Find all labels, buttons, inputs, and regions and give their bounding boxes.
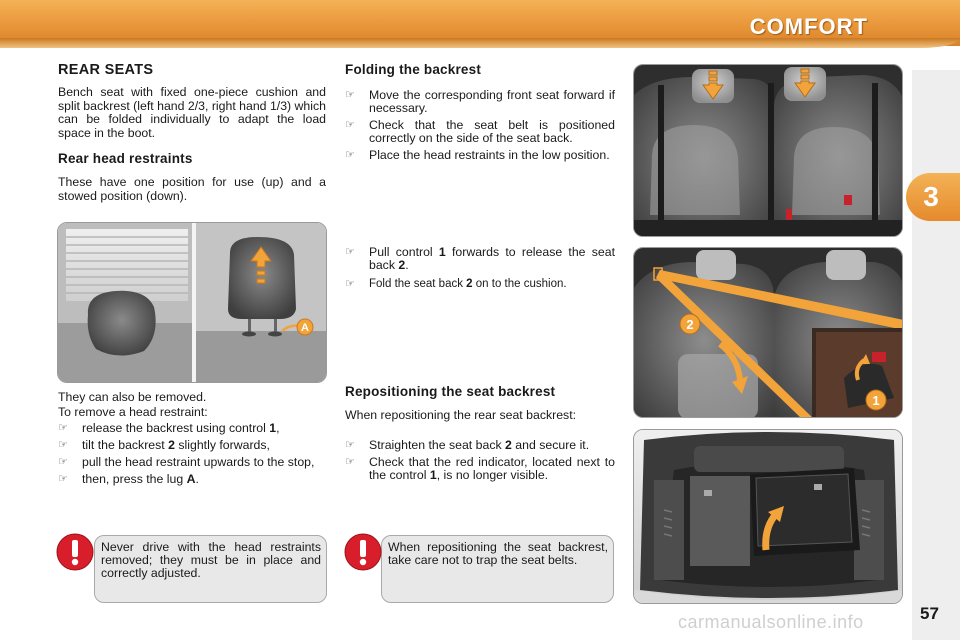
- boot-illustration: [634, 430, 903, 604]
- section-title-folding: Folding the backrest: [345, 62, 482, 77]
- section-title-rear-seats: REAR SEATS: [58, 62, 154, 78]
- list-item: ☞ Straighten the seat back 2 and secure it.: [345, 438, 590, 452]
- repositioning-steps-list: [345, 439, 615, 486]
- warning-icon: [55, 532, 95, 572]
- list-item: ☞ Move the corresponding front seat forward if necessary.: [345, 88, 615, 115]
- bullet-icon: ☞: [345, 278, 355, 290]
- head-restraint-illustration: [58, 223, 327, 383]
- label-backrest-2: 2: [686, 317, 694, 332]
- list-item: ☞ release the backrest using control 1,: [58, 421, 280, 435]
- warning-icon: [343, 532, 383, 572]
- seats-head-restraints-photo: [633, 64, 903, 237]
- list-item: ☞ Check that the seat belt is positioned correctly on the side of the seat back.: [345, 118, 615, 145]
- head-restraint-photo: [57, 222, 327, 383]
- bullet-icon: ☞: [58, 456, 68, 468]
- seats-illustration: [634, 65, 903, 237]
- list-item: ☞ Place the head restraints in the low position.: [345, 148, 610, 162]
- removable-text: They can also be removed.: [58, 390, 207, 404]
- repositioning-intro: When repositioning the rear seat backrest:: [345, 408, 577, 422]
- boot-folded-seat-photo: [633, 429, 903, 604]
- bullet-icon: ☞: [345, 246, 355, 258]
- page-title: COMFORT: [749, 14, 868, 39]
- watermark: carmanualsonline.info: [678, 612, 864, 632]
- list-item: ☞ Check that the red indicator, located next to the control 1, is no longer visible.: [345, 455, 615, 482]
- remove-instructions-intro: To remove a head restraint:: [58, 405, 208, 419]
- folding-illustration: [634, 248, 903, 418]
- page-number: 57: [920, 604, 939, 623]
- bullet-icon: ☞: [345, 119, 355, 131]
- section-title-repositioning: Repositioning the seat backrest: [345, 384, 556, 399]
- list-item: ☞ Fold the seat back 2 on to the cushion.: [345, 278, 567, 290]
- bullet-icon: ☞: [345, 89, 355, 101]
- bullet-icon: ☞: [345, 149, 355, 161]
- chapter-tab[interactable]: 3: [906, 173, 960, 221]
- head-restraints-text: These have one position for use (up) and a stowed position (down).: [58, 175, 326, 203]
- bullet-icon: ☞: [345, 439, 355, 451]
- list-item: ☞ Pull control 1 forwards to release the seat back 2.: [345, 245, 615, 272]
- bullet-icon: ☞: [345, 456, 355, 468]
- rear-seats-intro: Bench seat with fixed one-piece cushion and split backrest (left hand 2/3, right hand 1/3) which can be folded individually to adapt the load space in the boot.: [58, 85, 326, 140]
- list-item: ☞ then, press the lug A.: [58, 472, 199, 486]
- remove-steps-list: [58, 422, 326, 490]
- section-title-head-restraints: Rear head restraints: [58, 151, 193, 166]
- lug-label: A: [301, 322, 309, 334]
- folding-control-photo: [633, 247, 903, 418]
- folding-steps-list: [345, 89, 615, 166]
- bullet-icon: ☞: [58, 422, 68, 434]
- label-control-1: 1: [872, 393, 880, 408]
- side-strip: [912, 70, 960, 640]
- warning-text-seat-belts: When repositioning the seat backrest, take care not to trap the seat belts.: [388, 540, 608, 567]
- release-steps-list: [345, 246, 615, 295]
- list-item: ☞ tilt the backrest 2 slightly forwards,: [58, 438, 270, 452]
- warning-text-head-restraints: Never drive with the head restraints removed; they must be in place and correctly adjusted.: [101, 540, 321, 580]
- bullet-icon: ☞: [58, 439, 68, 451]
- bullet-icon: ☞: [58, 473, 68, 485]
- list-item: ☞ pull the head restraint upwards to the stop,: [58, 455, 315, 469]
